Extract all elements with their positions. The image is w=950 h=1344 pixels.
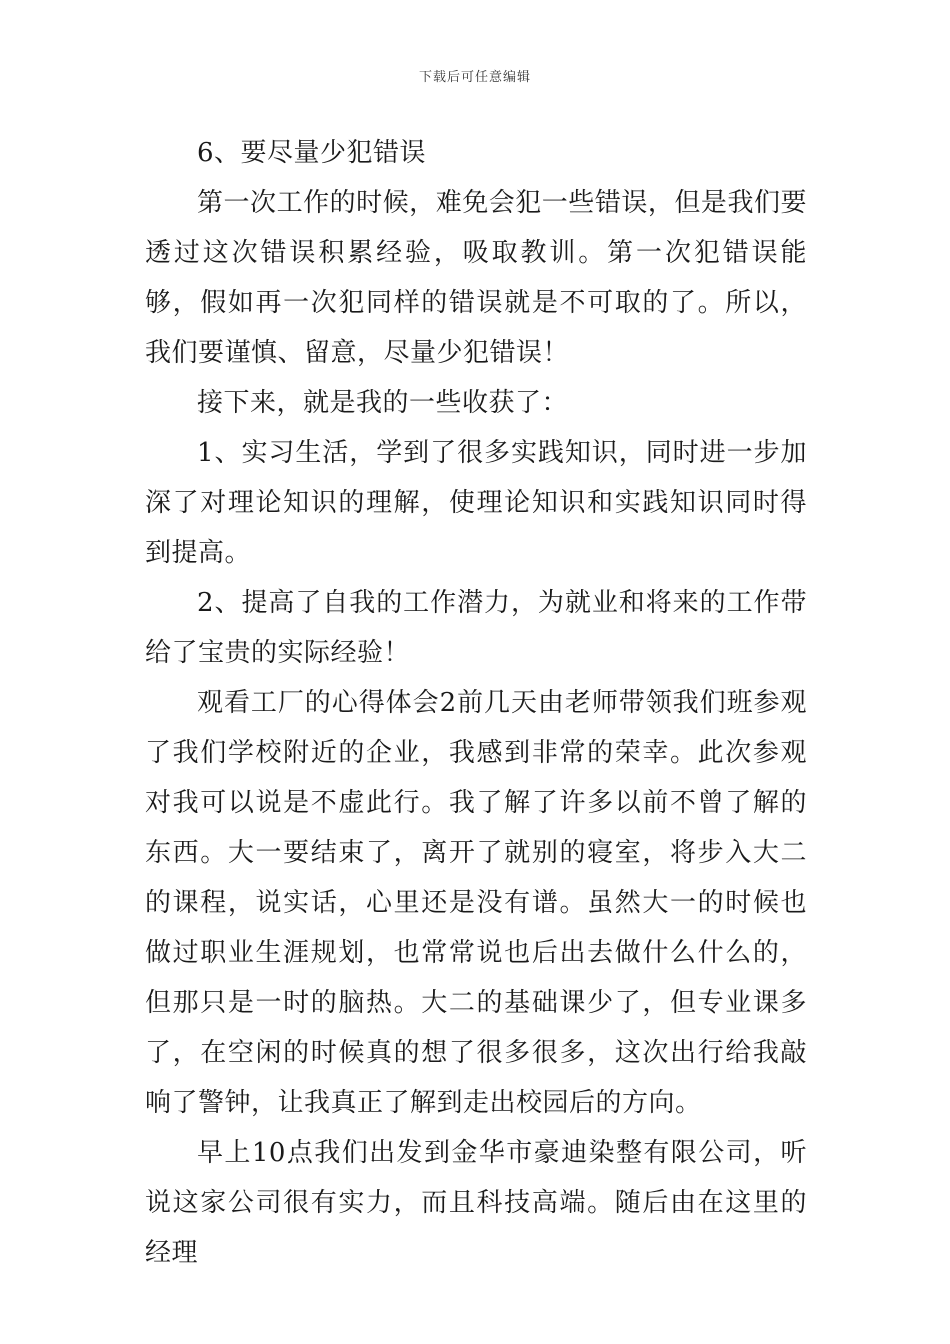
- paragraph: 1、实习生活，学到了很多实践知识，同时进一步加深了对理论知识的理解，使理论知识和实践知识同时得到提高。: [145, 438, 807, 568]
- document-body: [145, 128, 807, 1278]
- paragraph: 观看工厂的心得体会2前几天由老师带领我们班参观了我们学校附近的企业，我感到非常的荣幸。此次参观对我可以说是不虚此行。我了解了许多以前不曾了解的东西。大一要结束了，离开了就别的寝室，将步入大二的课程，说实话，心里还是没有谱。虽然大一的时候也做过职业生涯规划，也常常说也后出去做什么什么的，但那只是一时的脑热。大二的基础课少了，但专业课多了，在空闲的时候真的想了很多很多，这次出行给我敲响了警钟，让我真正了解到走出校园后的方向。: [145, 688, 807, 1118]
- paragraph: 2、提高了自我的工作潜力，为就业和将来的工作带给了宝贵的实际经验！: [145, 588, 807, 668]
- section-heading: 6、要尽量少犯错误: [197, 138, 427, 168]
- paragraph: 早上10点我们出发到金华市豪迪染整有限公司，听说这家公司很有实力，而且科技高端。随后由在这里的经理: [145, 1138, 807, 1268]
- paragraph: 接下来，就是我的一些收获了：: [197, 388, 569, 418]
- paragraph: 第一次工作的时候，难免会犯一些错误，但是我们要透过这次错误积累经验，吸取教训。第一次犯错误能够，假如再一次犯同样的错误就是不可取的了。所以，我们要谨慎、留意，尽量少犯错误！: [145, 188, 807, 368]
- page-header: 下载后可任意编辑: [418, 70, 531, 85]
